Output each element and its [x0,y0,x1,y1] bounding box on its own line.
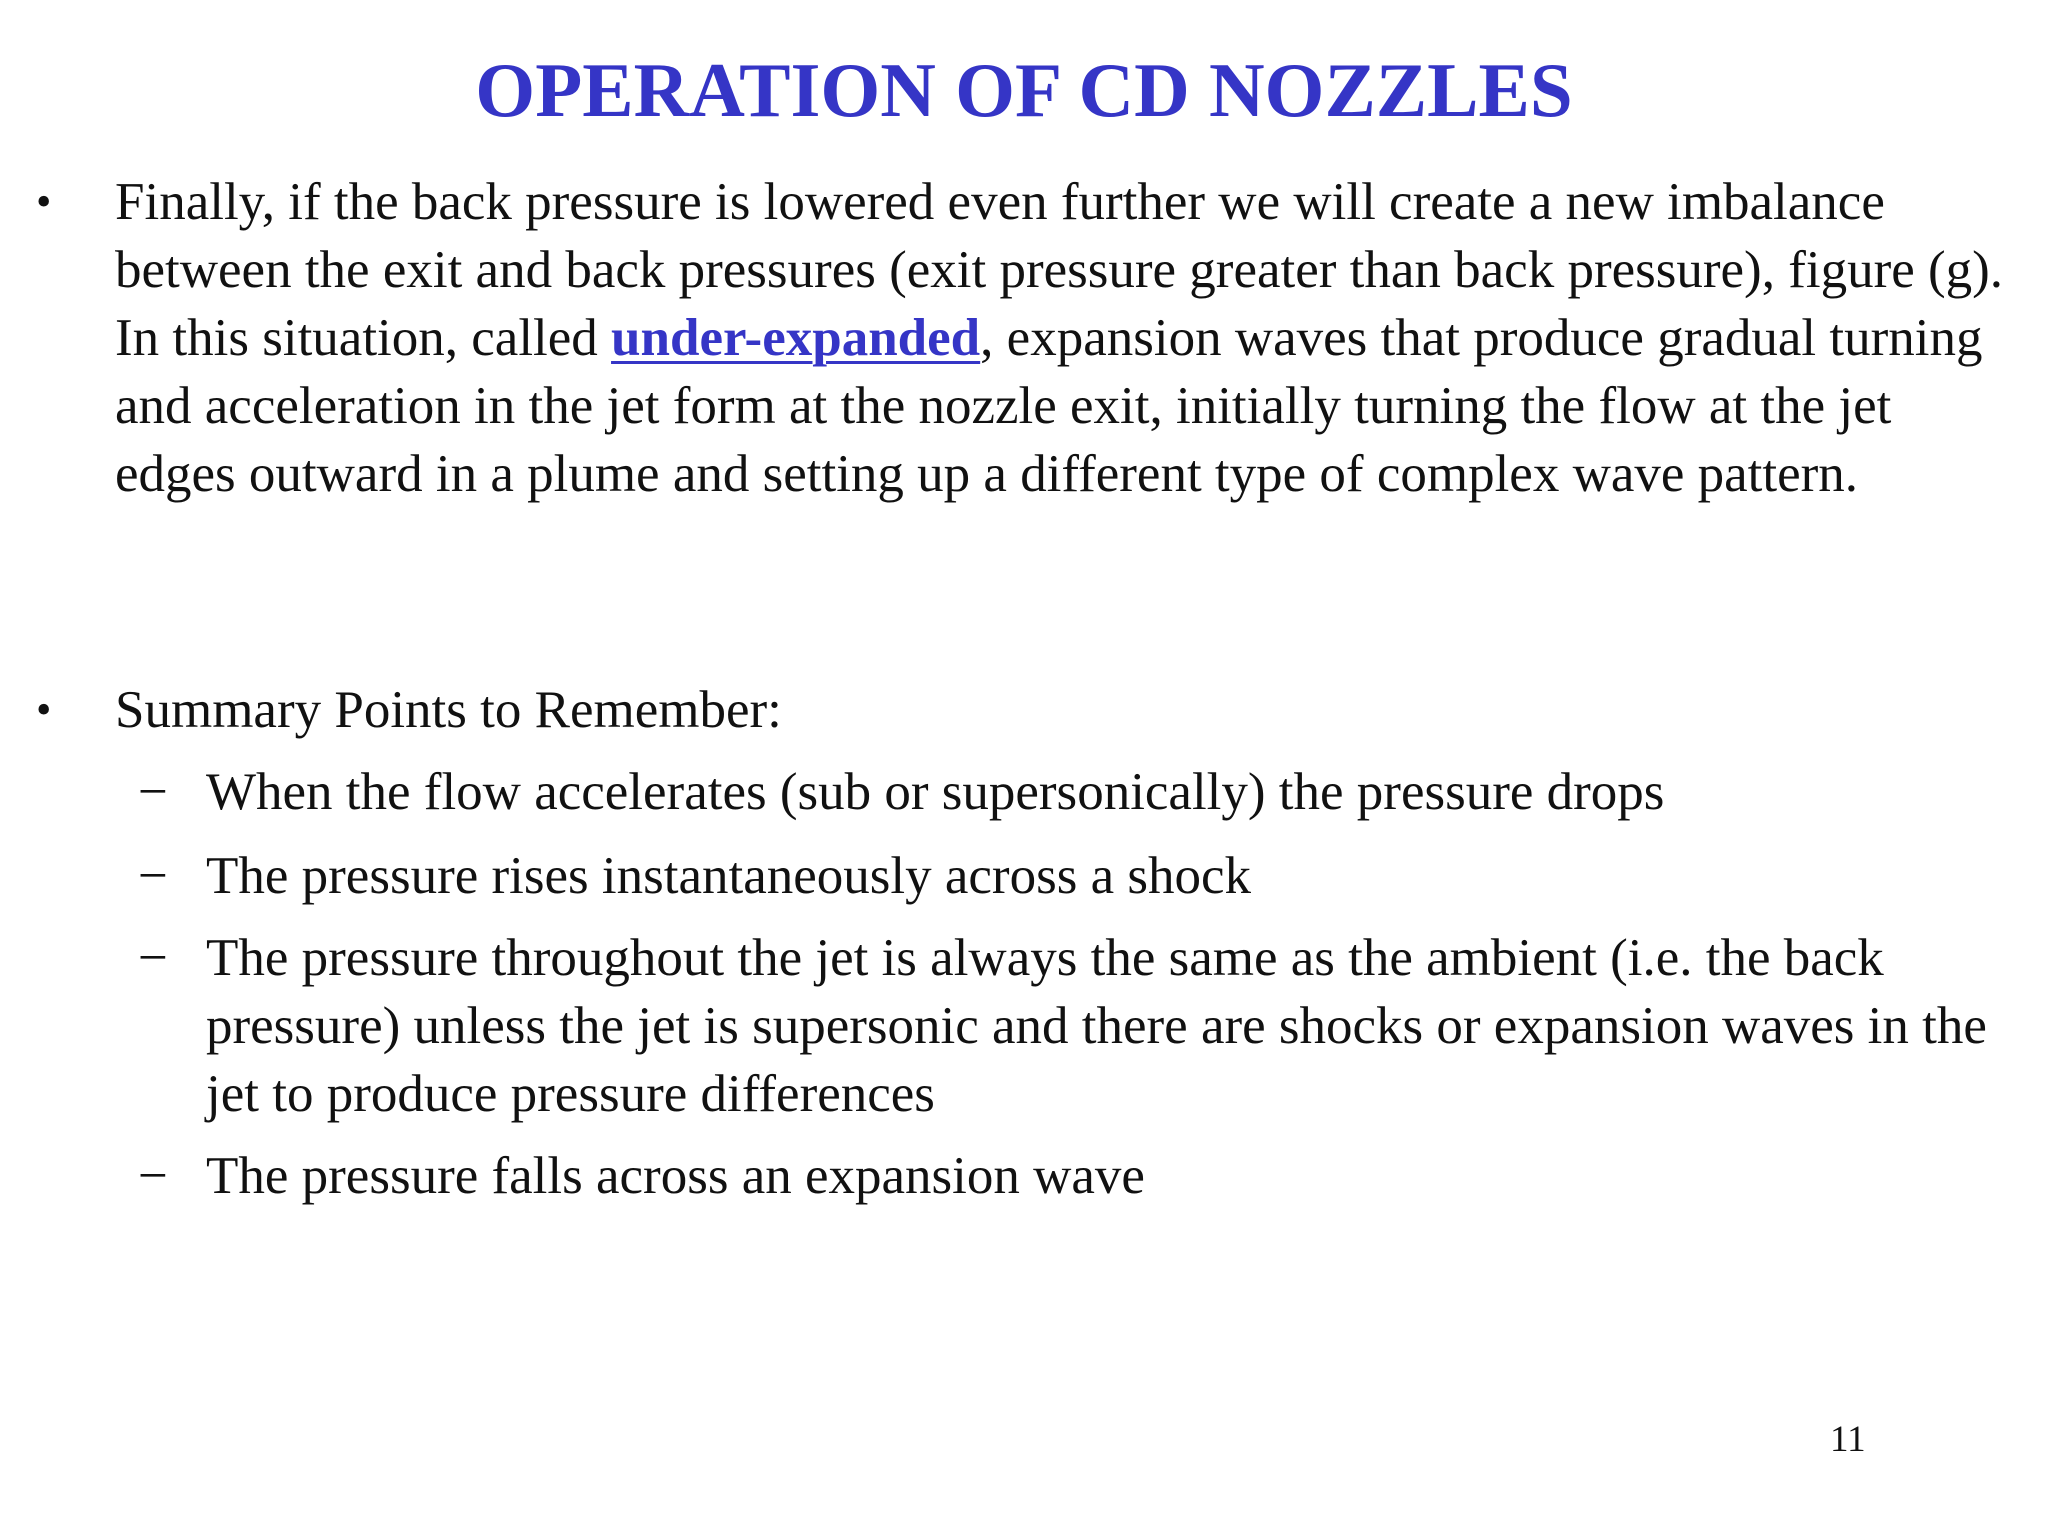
summary-point-list [138,758,2018,826]
bullet-under-expanded [115,168,2015,508]
bullet-text-before: Finally, if the back pressure is lowered even further we will create a new imbalance between the exit and back pressures (exit pressure greater than back pressure), figure (g). In this situation, called [115,173,2004,367]
page-number: 11 [1830,1419,1866,1460]
summary-point [138,1142,2018,1210]
dash-icon: − [138,929,168,987]
summary-point [138,924,2018,1128]
summary-point-list [138,924,2018,1128]
summary-point-text: The pressure throughout the jet is always the same as the ambient (i.e. the back pressure) unless the jet is supersonic and there are shocks or expansion waves in the jet to produce pressure differences [206,929,1987,1123]
bullet-text-after: , expansion waves that produce gradual turning and acceleration in the jet form at the nozzle exit, initially turning the flow at the jet edges outward in a plume and setting up a different type of complex wave pattern. [115,309,1983,503]
slide-title: OPERATION OF CD NOZZLES [475,47,1573,133]
summary-point-text: When the flow accelerates (sub or supersonically) the pressure drops [206,763,1665,821]
summary-point-list [138,842,2018,910]
summary-point-text: The pressure falls across an expansion wave [206,1147,1145,1205]
dash-icon: − [138,763,168,821]
summary-point-text: The pressure rises instantaneously across a shock [206,847,1251,905]
summary-point [138,758,2018,826]
bullet-icon: • [36,685,52,734]
bullet-summary-heading: Summary Points to Remember: [115,681,782,739]
summary-point [138,842,2018,910]
summary-point-list [138,1142,2018,1210]
under-expanded-link[interactable]: under-expanded [611,309,981,367]
dash-icon: − [138,1147,168,1205]
bullet-icon: • [36,177,52,226]
dash-icon: − [138,847,168,905]
